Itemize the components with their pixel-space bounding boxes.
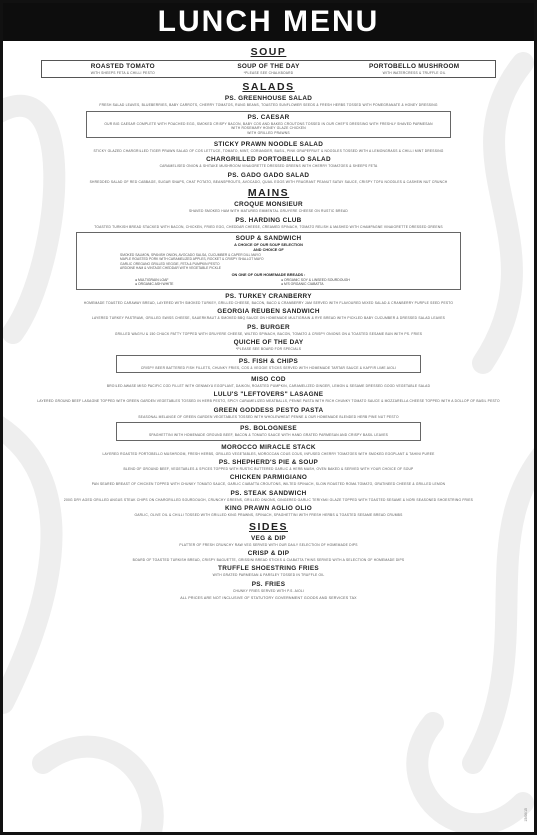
item-name: VEG & DIP bbox=[250, 534, 286, 542]
bread-option: ● ORGANIC ASH WHITE bbox=[135, 282, 174, 287]
item-subtitle: A CHOICE OF OUR SOUP SELECTION bbox=[234, 243, 303, 248]
item-name: MOROCCO MIRACLE STACK bbox=[221, 443, 316, 451]
sandwich-option: SMOKED SALMON, SPANISH ONION, AVOCADO SALSA, CUCUMBER & CAPER DILL MAYO bbox=[120, 253, 261, 258]
breads-list bbox=[80, 278, 457, 287]
item-desc: BROILED AWASE MISO PACIFIC COD FILLET WITH GENMAYU EGGPLANT, DAIKON, ROASTED PUMPKIN, CARAMELIZED GINGER, LEMON & SESAME DRESSED GOOD VEGETABLE SALAD bbox=[106, 383, 431, 388]
sandwich-option: ARDOINE HAM & VINTAGE CHEDDAR WITH VEGETABLE PICKLE bbox=[120, 266, 221, 271]
menu-item bbox=[31, 95, 506, 107]
item-desc: STICKY GLAZED CHARGRILLED TIGER PRAWN SALAD OF COS LETTUCE, TOMATO, MINT, CORIANDER, BASIL, PINK GRAPEFRUIT & NOODLES TOSSED WITH A LEMONGRASS & CHILLI MINT DRESSING bbox=[93, 149, 444, 154]
breads-title: ON ONE OF OUR HOMEMADE BREADS : bbox=[231, 272, 306, 277]
item-desc: FRESH SALAD LEAVES, BLUEBERRIES, BABY CARROTS, CHERRY TOMATOS, RUNG BEANS, TOASTED SUNFLOWER SEEDS & FRESH HERBS TOSSED WITH POMEGRANATE & HONEY DRESSING bbox=[99, 103, 438, 108]
item-desc: CHUNKY FRIES SERVED WITH P.S. AIOLI bbox=[232, 588, 305, 593]
bread-option: ● ORGANIC SOY & LINSEED SOURDOUGH bbox=[281, 277, 350, 282]
item-desc: GRILLED WAGYU & 150 CHUCK PATTY TOPPED WITH GRUYERE CHEESE, WILTED SPINACH, BACON, TOMATO & CRISPY ONIONS ON A TOASTED SESAME BUN WITH PS. FRIES bbox=[114, 331, 423, 336]
menu-item bbox=[31, 535, 506, 547]
item-name: PS. SHEPHERD'S PIE & SOUP bbox=[218, 458, 319, 466]
item-name: CRISP & DIP bbox=[247, 549, 290, 557]
item-name: SOUP & SANDWICH bbox=[235, 235, 302, 243]
item-desc: WITH WATERCRESS & TRUFFLE OIL bbox=[382, 71, 446, 75]
item-desc: OUR BIG CAESAR COMPLETE WITH POACHED EGG, SMOKED CRISPY BACON, BABY COS AND BAKED CROUTONS TOSSED IN OUR CHEF'S DRESSING WITH FRESHLY SHAVED PARMESAN bbox=[104, 121, 433, 126]
item-name: PS. CAESAR bbox=[247, 113, 290, 121]
soup-sandwich-box bbox=[76, 232, 461, 290]
bread-label: M'S ORGANIC CIABATTA bbox=[284, 282, 324, 287]
item-name: LULU'S "LEFTOVERS" LASAGNE bbox=[213, 391, 324, 399]
menu-item bbox=[31, 444, 506, 456]
item-name: PS. BURGER bbox=[247, 323, 290, 331]
item-desc: BOARD OF TOASTED TURKISH BREAD, CRISPY BAGUETTE, GRISSINI BREAD STICKS & CIABATTA THINS SERVED WITH A SELECTION OF HOMEMADE DIPS bbox=[132, 557, 405, 562]
sandwich-option: GARLIC OREGANO GRILLED VEGGIE, FETA & PUMPKIN PESTO bbox=[120, 261, 220, 266]
soup-item bbox=[341, 63, 487, 75]
item-extra: WITH GRILLED PRAWNS bbox=[247, 130, 290, 135]
bread-label: MULTIGRAIN LOAF bbox=[138, 277, 169, 282]
salads-heading: SALADS bbox=[242, 81, 295, 94]
menu-item bbox=[31, 156, 506, 168]
title-bar bbox=[3, 3, 534, 41]
tax-note: ALL PRICES ARE NOT INCLUSIVE OF STATUTORY GOVERNMENT GOODS AND SERVICES TAX bbox=[180, 596, 357, 601]
menu-content bbox=[3, 41, 534, 600]
item-name: PS. BOLOGNESE bbox=[240, 425, 297, 433]
bread-option: ● M'S ORGANIC CIABATTA bbox=[281, 282, 324, 287]
menu-item bbox=[31, 376, 506, 388]
item-desc: SHREDDED SALAD OF RED CABBAGE, SUGAR SNAPS, CHAT POTATO, BEANSPROUTS, AVOCADO, QUAIL EGGS WITH FRAGRANT PEANUT SATAY SAUCE, CRISPY TOFU NOODLES & CASHEW NUT CRUNCH bbox=[89, 179, 448, 184]
menu-item bbox=[31, 505, 506, 517]
menu-item bbox=[31, 565, 506, 577]
item-name: CROQUE MONSIEUR bbox=[234, 201, 303, 209]
item-name: PS. TURKEY CRANBERRY bbox=[225, 292, 312, 300]
item-desc: 200G DRY AGED GRILLED ANGUS STEAK CHIPS ON CHARGRILLED SOURDOUGH, CRUNCHY GREENS, GRILLED ONIONS, GINGERED GARLIC TERIYAKI GLAZE TOPPED WITH TOASTED SESAME & NORI SEASONED SHOESTRING FRIES bbox=[63, 497, 474, 502]
item-name: PS. HARDING CLUB bbox=[235, 216, 302, 224]
item-name: ROASTED TOMATO bbox=[90, 63, 155, 70]
side-date-note: 15/06/15 bbox=[524, 808, 528, 822]
item-name: TRUFFLE SHOESTRING FRIES bbox=[218, 565, 319, 573]
item-subtitle: AND CHOICE OF bbox=[253, 248, 284, 253]
item-desc: BLEND OF GROUND BEEF, VEGETABLES & SPICES TOPPED WITH RUSTIC BUTTERED GARLIC & HERB MASH, OVEN BAKED & SERVED WITH YOUR CHOICE OF SOUP bbox=[123, 466, 414, 471]
item-name: KING PRAWN AGLIO OLIO bbox=[224, 505, 312, 513]
soup-item bbox=[196, 63, 342, 75]
item-name: PORTOBELLO MUSHROOM bbox=[368, 63, 460, 70]
menu-item bbox=[31, 324, 506, 336]
item-desc: LAYERED ROASTED PORTOBELLO MUSHROOM, FRESH HERBS, GRILLED VEGETABLES, MOROCCAN COUS COUS, INFUSED CHERRY TOMATOES WITH SMOKED EGGPLANT & TAHINI PUREE bbox=[102, 451, 435, 456]
soup-item bbox=[50, 63, 196, 75]
item-desc: LAYERED GROUND BEEF LASAGNE TOPPED WITH GREEN GARDEN VEGETABLES TOSSED IN HERB PESTO, SPICY CARAMELIZED MEATBALLS, PENNE PASTA WITH RICH CHUNKY TOMATO SAUCE & MOZZARELLA CHEESE TOPPED WITH A DOLLOP OF BASIL PESTO bbox=[37, 399, 500, 404]
sandwich-options bbox=[80, 253, 457, 271]
item-name: STICKY PRAWN NOODLE SALAD bbox=[213, 141, 324, 149]
menu-item bbox=[31, 308, 506, 320]
item-name: PS. FISH & CHIPS bbox=[238, 357, 299, 365]
item-name: QUICHE OF THE DAY bbox=[233, 339, 304, 347]
menu-item bbox=[31, 141, 506, 153]
item-name: PS. STEAK SANDWICH bbox=[230, 489, 307, 497]
item-name: CHICKEN PARMIGIANO bbox=[229, 474, 308, 482]
menu-item bbox=[31, 550, 506, 562]
sides-heading: SIDES bbox=[248, 520, 288, 533]
item-desc: GARLIC, OLIVE OIL & CHILLI TOSSED WITH GRILLED KING PRAWNS, SPINACH, SPAGHETTINI WITH FRESH HERBS & TOASTED SESAME BREAD CRUMBS bbox=[134, 513, 403, 518]
menu-item bbox=[31, 339, 506, 351]
item-desc: PAN SEARED BREAST OF CHICKEN TOPPED WITH CHUNKY TOMATO SAUCE, GARLIC CIABATTA CROUTONS, WILTED SPINACH, SLOW ROASTED ROMA TOMATO, GRATINEED CHEESE & GRILLED LEMON bbox=[91, 482, 446, 487]
menu-item bbox=[31, 490, 506, 502]
bread-label: ORGANIC ASH WHITE bbox=[138, 282, 174, 287]
menu-item bbox=[31, 581, 506, 593]
item-desc: PLATTER OF FRESH CRUNCHY RAW VEG SERVED WITH OUR DAILY SELECTION OF HOMEMADE DIPS bbox=[179, 542, 358, 547]
item-name: PS. GADO GADO SALAD bbox=[227, 171, 310, 179]
item-desc: *PLEASE SEE CHALKBOARD bbox=[243, 71, 294, 75]
item-extra: WITH ROSEMARY HONEY GLAZE CHICKEN bbox=[231, 126, 306, 131]
bread-label: ORGANIC SOY & LINSEED SOURDOUGH bbox=[284, 277, 350, 282]
item-name: GEORGIA REUBEN SANDWICH bbox=[217, 308, 320, 316]
item-name: PS. GREENHOUSE SALAD bbox=[224, 95, 313, 103]
item-name: SOUP OF THE DAY bbox=[237, 63, 300, 70]
item-desc: SPAGHETTINI WITH HOMEMADE GROUND BEEF, BACON & TOMATO SAUCE WITH HAND GRATED PARMESAN AND CRISPY BASIL LEAVES bbox=[148, 433, 389, 438]
item-desc: CARAMELISED ONION & SHITAKE MUSHROOM VINAIGRETTE DRESSED GREENS WITH CHERRY TOMATOES & SHEEPS FETA bbox=[159, 164, 378, 169]
item-desc: WITH SHEEPS FETA & CHILLI PESTO bbox=[90, 71, 155, 75]
item-desc: LAYERED TURKEY PASTRAMI, GRILLED SWISS CHEESE, SAUERKRAUT & SMOKED BBQ SAUCE ON HOMEMADE MULTIGRAIN & RYE BREAD WITH PICKLED BABY CUCUMBER & DRESSED SALAD LEAVES bbox=[91, 316, 446, 321]
item-desc: TOASTED TURKISH BREAD STACKED WITH BACON, CHICKEN, FRIED EGG, CHEDDAR CHEESE, CREAMED SPINACH, TOMATO RELISH & MASHED WITH CHAMPAGNE VINAIGRETTE DRESSED GREENS bbox=[94, 224, 443, 229]
soup-box bbox=[41, 60, 496, 78]
item-desc: WITH GRATED PARMESAN & PARSLEY TOSSED IN TRUFFLE OIL bbox=[212, 573, 325, 578]
item-desc: CRISPY BEER BATTERED FISH FILLETS, CHUNKY FRIES, COS & VEGGIE STICKS SERVED WITH HOMEMADE TARTAR SAUCE & KAFFIR LIME AIOLI bbox=[140, 365, 397, 370]
item-desc: *PLEASE SEE BOARD FOR SPECIALS bbox=[235, 347, 302, 352]
item-desc: HOMEMADE TOASTED CARAWAY BREAD, LAYERED WITH SMOKED TURKEY, GRILLED CHEESE, BACON, BACO & CRANBERRY JAM SERVED WITH FLAVOURED MIXED SALAD & CRANBERRY PURPLE SEED PESTO bbox=[83, 300, 454, 305]
menu-item bbox=[31, 217, 506, 229]
item-desc: SEASONAL MELANGE OF GREEN GARDEN VEGETABLES TOSSED WITH WHOLEWHEAT PENNE & OUR HOMEMADE BLENDED HERB PINE NUT PESTO bbox=[138, 414, 399, 419]
bread-option: ● MULTIGRAIN LOAF bbox=[135, 277, 169, 282]
menu-item bbox=[31, 391, 506, 403]
sandwich-option: MAPLE ROASTED PORK WITH CARAMELIZED APPLES, ROCKET & CRISPY SHALLOT MAYO bbox=[120, 257, 264, 262]
menu-item bbox=[31, 407, 506, 419]
mains-heading: MAINS bbox=[247, 187, 290, 200]
menu-item-boxed bbox=[86, 111, 451, 138]
menu-item bbox=[31, 293, 506, 305]
menu-item-boxed bbox=[116, 422, 421, 440]
item-name: CHARGRILLED PORTOBELLO SALAD bbox=[206, 156, 331, 164]
item-name: MISO COD bbox=[251, 375, 286, 383]
item-name: GREEN GODDESS PESTO PASTA bbox=[213, 406, 324, 414]
menu-item-boxed bbox=[116, 355, 421, 373]
menu-item bbox=[31, 172, 506, 184]
menu-item bbox=[31, 474, 506, 486]
menu-title: LUNCH MENU bbox=[157, 5, 380, 38]
menu-item bbox=[31, 459, 506, 471]
soup-heading: SOUP bbox=[250, 46, 287, 58]
item-name: PS. FRIES bbox=[251, 580, 286, 588]
item-desc: SHAVED SMOKED HAM WITH MATURED EMMENTAL GRUYERE CHEESE ON RUSTIC BREAD bbox=[189, 209, 348, 214]
menu-item bbox=[31, 201, 506, 213]
